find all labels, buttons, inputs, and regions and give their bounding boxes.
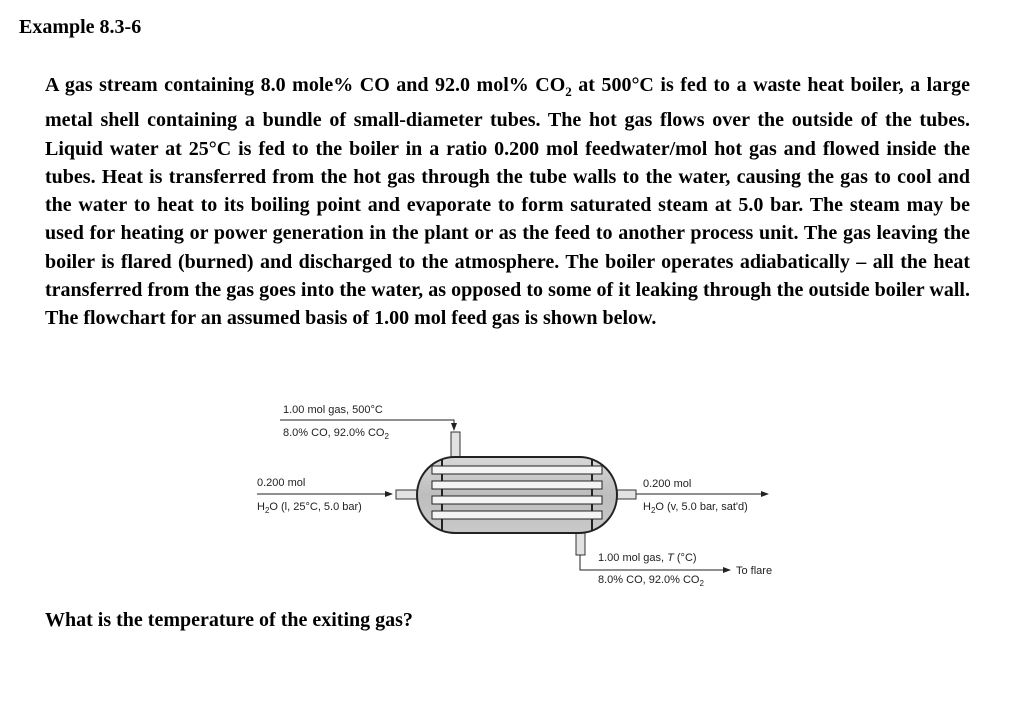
gas-out-line1: 1.00 mol gas, T (°C) xyxy=(598,552,697,564)
bottom-nozzle xyxy=(576,531,585,555)
gas-out-line2: 8.0% CO, 92.0% $CO_2$ xyxy=(598,574,704,588)
gas-in-stream-line xyxy=(410,420,454,430)
tube-2 xyxy=(432,481,602,489)
gas-in-line1: 1.00 mol gas, 500°C xyxy=(283,404,383,416)
water-in-line1: 0.200 mol xyxy=(257,477,306,489)
to-flare-label: To flare xyxy=(736,565,773,577)
paragraph-part-2: at 500°C is fed to a waste heat boiler, a large metal shell containing a bundle of small-diameter tubes. The hot gas flows over the outside of the tubes. Liquid water at 25°C is fed to the boiler in a ratio 0.200 mol feedwater/mol hot gas and flowed inside the tubes. Heat is transferred from the hot gas through the tube walls to the water, causing the gas to cool and the water to heat to its boiling point and evaporate to form saturated steam at 5.0 bar. The steam may be used for heating or power generation in the plant or as the feed to another process unit. The gas leaving the boiler is flared (burned) and discharged to the atmosphere. The boiler operates adiabatically – all the heat transferred from the gas goes into the water, as opposed to some of it leaking through the outside boiler wall. The flowchart for an assumed basis of 1.00 mol feed gas is shown below. xyxy=(45,74,970,330)
tube-3 xyxy=(432,496,602,504)
tube-1 xyxy=(432,466,602,474)
gas-in-line2: 8.0% CO, 92.0% $CO_2$ xyxy=(283,427,389,441)
paragraph-part-1: A gas stream containing 8.0 mole% CO and 92.0 mol% CO xyxy=(45,74,566,96)
water-in-line2: $H_2O$ (l, 25°C, 5.0 bar) xyxy=(257,501,362,515)
tube-4 xyxy=(432,511,602,519)
question-text: What is the temperature of the exiting gas? xyxy=(45,609,413,631)
top-nozzle xyxy=(451,432,460,458)
steam-out-line2: $H_2O$ (v, 5.0 bar, sat'd) xyxy=(643,501,748,515)
example-title: Example 8.3-6 xyxy=(19,16,142,38)
steam-out-line1: 0.200 mol xyxy=(643,478,692,490)
paragraph-subscript: 2 xyxy=(565,84,572,99)
